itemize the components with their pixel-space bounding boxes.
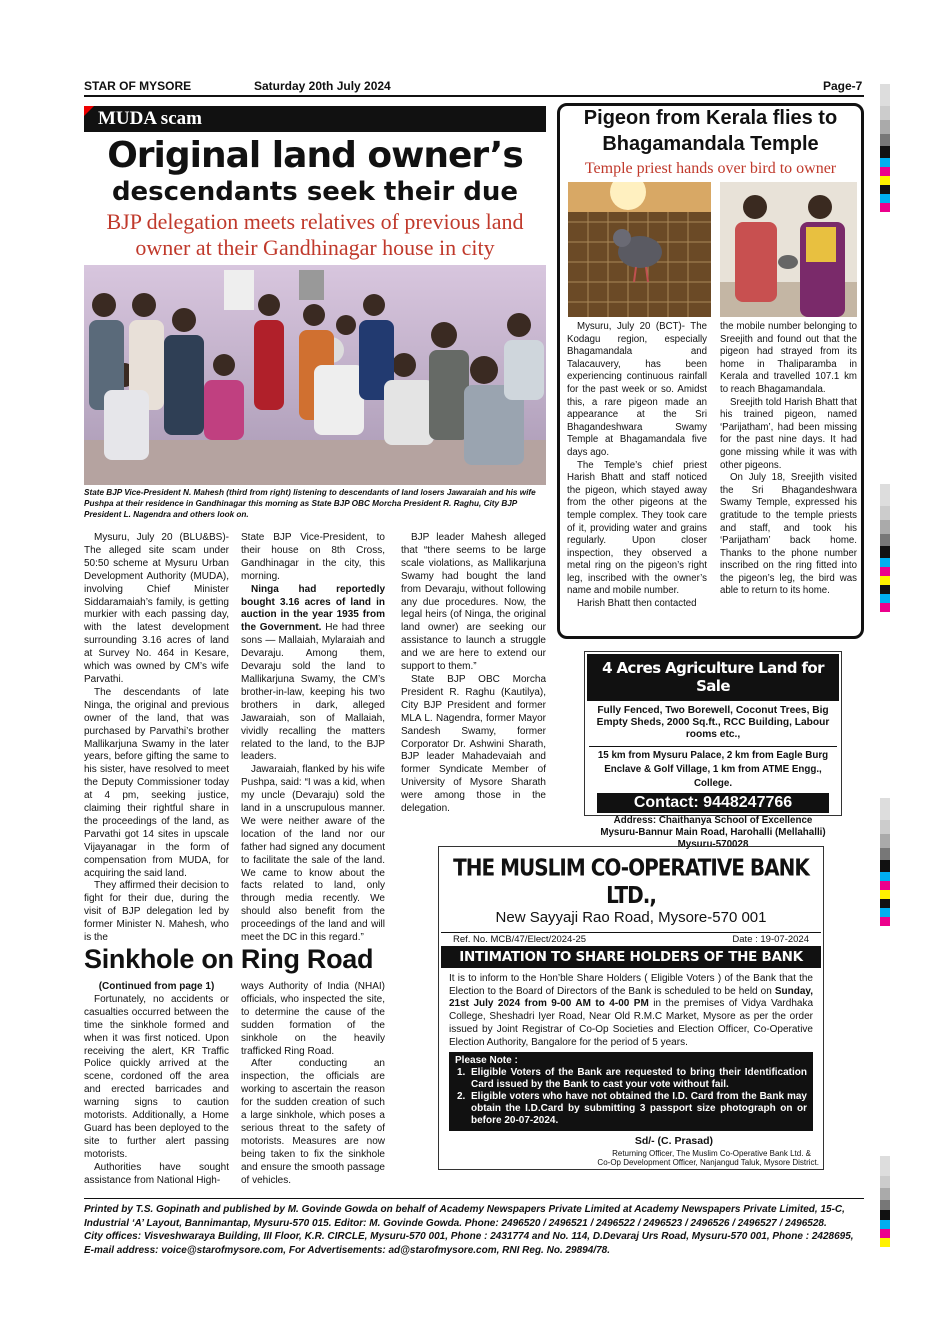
sinkhole-column-2 <box>241 981 385 1188</box>
main-headline-line2: descendants seek their due <box>111 177 519 207</box>
bank-note2-number: 2. <box>457 1091 466 1103</box>
pigeon-column-2 <box>720 321 857 598</box>
bank-sign-line2: Co-Op Development Officer, Nanjangud Taluk, Mysore District. <box>597 1158 819 1168</box>
bank-notice-body <box>439 968 823 1049</box>
pigeon-subhead: Temple priest hands over bird to owner <box>584 160 837 177</box>
land-ad-features: Fully Fenced, Two Borewell, Coconut Trees, Big Empty Sheds, 2000 Sq.ft., RCC Building, Labour rooms etc., <box>596 705 830 740</box>
bank-note-title: Please Note : <box>455 1055 518 1067</box>
main-col3-para: BJP leader Mahesh alleged that “there seems to be large scale violations, as Mallikarjuna Swamy had bought the land from Devaraju, without following any due procedures. Now, the legal heirs (of Ninga, the original land owner) are seeking our assistance to launch a struggle and we are here to extend our support to them.” <box>401 532 546 673</box>
land-ad-title: 4 Acres Agriculture Land for Sale <box>587 654 839 701</box>
main-subhead-line2: owner at their Gandhinagar house in city <box>135 235 495 260</box>
main-story-column-3 <box>401 532 546 816</box>
main-headline-line1: Original land owner’s <box>107 135 523 176</box>
bank-notice-banner: INTIMATION TO SHARE HOLDERS OF THE BANK <box>441 946 821 968</box>
pigeon-col2-para: On July 18, Sreejith visited the Sri Bhagandeshwara Swamy Temple, expressed his gratitude to the temple priests and staff, and took his ‘Parijatham’ back home. Thanks to the phone number inscribed on the ring fitted into the pigeon’s leg, the bird was able to return to its home. <box>720 472 857 597</box>
pigeon-col1-para: The Temple’s chief priest Harish Bhatt and staff noticed the pigeon, which stayed away from the other pigeons at the temple complex. They took care of it, providing water and grains regularly. Upon closer inspection, they observed a metal ring on the pigeon’s right leg, inscribed with the owner’s name and mobile number. <box>567 459 707 597</box>
paper-name: STAR OF MYSORE <box>84 79 192 93</box>
bank-note1-number: 1. <box>457 1067 466 1079</box>
bank-body-bold: Sunday, 21st July 2024 from 9-00 AM to 4-00 PM <box>449 985 813 1010</box>
sinkhole-col1-para: Fortunately, no accidents or casualties occurred between the time the sinkhole formed and when it was first noticed. Upon receiving the alert, KR Traffic Police quickly arrived at the scene, cordoned off the area and erected barricades and warning signs to caution motorists. Additionally, a Home Guard has been deployed to the site to further alert passing motorists. <box>84 993 229 1160</box>
registration-marks-bottom <box>880 1156 890 1247</box>
land-ad-address-3: Mysuru-570028 <box>677 839 749 850</box>
bank-note-1: Eligible Voters of the Bank are requested to bring their Identification Card issued by the Bank to cast your vote without fail. <box>471 1067 807 1091</box>
main-col1-para: They affirmed their decision to fight for their due, during the visit of BJP delegation led by former Minister N. Mahesh, who is the <box>84 880 229 944</box>
land-ad-location: 15 km from Mysuru Palace, 2 km from Eagle Burg Enclave & Golf Village, 1 km from ATME Engg., College. <box>597 750 829 789</box>
bank-body-a: It is to inform to the Hon’ble Share Holders ( Eligible Voters ) of the Bank that the Election to the Board of Directors of the Bank is scheduled to be held on <box>449 973 813 997</box>
sinkhole-col1-para: Authorities have sought assistance from National High- <box>84 1161 229 1186</box>
main-story-photo <box>84 265 546 485</box>
registration-marks-middle <box>880 484 890 612</box>
kicker-flag-icon <box>84 106 94 116</box>
main-story-column-1 <box>84 532 229 945</box>
pigeon-col2-para: Sreejith told Harish Bhatt that his trained pigeon, named ‘Parijatham’, had been missing for the past nine days. It had gone missing while it was with other pigeons. <box>720 396 857 471</box>
pigeon-col1-para: Mysuru, July 20 (BCT)- The Kodagu region, especially Bhagamandala and Talacauvery, has been experiencing continuous rainfall for the past week or so. Amidst this, a rare pigeon made an appearance at the Sri Bhagandeshwara Swamy Temple at Bhagamandala five days ago. <box>567 321 707 458</box>
land-ad-contact: Contact: 9448247766 <box>597 793 829 813</box>
footer-line-1: Printed by T.S. Gopinath and published by M. Govinde Gowda on behalf of Academy Newspapers Private Limited at Academy Newspapers Private Limited, 15-C, Industrial ‘A’ Layout, Bannimantap, Mysuru-570 015. Editor: M. Govinde Gowda. Phone: 2496520 / 2496521 / 2496522 / 2496523 / 2496526 / 2496527 / 2496528. <box>84 1204 845 1229</box>
bank-sign-line1: Returning Officer, The Muslim Co-Operative Bank Ltd. & <box>612 1149 811 1159</box>
main-col1-para: The descendants of late Ninga, the original and previous owner of the land, that was purchased by Parvathi’s brother Mallikarjuna Swamy in the later years, before gifting the same to his sister, have resolved to meet the Deputy Commissioner today at 4 pm, seeking justice, claiming their rightful share in the proceedings of the land, as Parvathi got 14 sites in upscale Vijayanagar in the form of compensation from MUDA, for acquiring the said land. <box>84 686 229 879</box>
bank-please-note-box <box>449 1052 813 1131</box>
main-col2-para <box>241 584 385 765</box>
header-rule <box>84 95 864 97</box>
bank-ref-number: Ref. No. MCB/47/Elect/2024-25 <box>453 934 587 945</box>
footer-line-3: E-mail address: voice@starofmysore.com, For Advertisements: ad@starofmysore.com, RNI Reg. No. 29894/78. <box>84 1244 610 1256</box>
bank-signature: Sd/- (C. Prasad) <box>634 1135 713 1148</box>
main-col1-para: Mysuru, July 20 (BLU&BS)- The alleged site scam under 50:50 scheme at Mysuru Urban Development Authority (MUDA), involving Chief Minister Siddaramaiah’s family, is getting murkier with each passing day, with the latest development surrounding 3.16 acres of land at Survey No. 464 in Kesare, which was owned by CM’s wife Parvathi. <box>84 532 229 685</box>
pigeon-headline-line1: Pigeon from Kerala flies to <box>583 107 838 129</box>
main-photo-caption: State BJP Vice-President N. Mahesh (third from right) listening to descendants of land losers Jawaraiah and his wife Pushpa at their residence in Gandhinagar this morning as State BJP OBC Morcha President R. Raghu, City BJP President L. Nagendra and others look on. <box>84 488 536 519</box>
main-col2-intro: State BJP Vice-President, to their house on 8th Cross, Gandhinagar in the city, this morning. <box>241 532 385 582</box>
issue-date: Saturday 20th July 2024 <box>254 79 391 93</box>
sinkhole-headline: Sinkhole on Ring Road <box>84 944 374 974</box>
pigeon-col2-para: the mobile number belonging to Sreejith and found out that the pigeon had strayed from its home in Thaliparamba in Kerala and travelled 107.1 km to reach Bhagamandala. <box>720 321 857 395</box>
sinkhole-column-1 <box>84 981 229 1188</box>
registration-marks-lower <box>880 798 890 926</box>
footer-line-2: City offices: Visveshwaraya Building, III Floor, K.R. CIRCLE, Mysuru-570 001, Phone : 2431774 and No. 114, D.Devaraj Urs Road, Mysuru-570 001, Phone : 2428695, <box>84 1231 854 1242</box>
page-number: Page-7 <box>823 79 863 93</box>
bank-address: New Sayyaji Rao Road, Mysore-570 001 <box>495 909 767 926</box>
land-ad-address-1: Address: Chaithanya School of Excellence <box>613 815 813 826</box>
pigeon-column-1 <box>567 321 707 611</box>
footer-rule <box>84 1198 864 1199</box>
bank-notice-ad <box>438 846 824 1170</box>
bank-note-2: Eligible voters who have not obtained the I.D. Card from the Bank may obtain the I.D.Card by submitting 3 passport size photograph on or before 20-07-2024. <box>471 1091 807 1127</box>
pigeon-headline-line2: Bhagamandala Temple <box>602 133 819 155</box>
pigeon-col1-para: Harish Bhatt then contacted <box>577 598 697 610</box>
land-ad-address-2: Mysuru-Bannur Main Road, Harohalli (Mellahalli) <box>600 827 826 838</box>
registration-marks-top <box>880 84 890 212</box>
bank-body-b: in the premises of Vidya Vardhaka College, Sheshadri Iyer Road, Near Old R.M.C Market, Mysore as per the order issued by Joint Registrar of Co-Op Societies and Election Officer, Co-Operative Election Authority, Bangalore for the period of 5 years. <box>449 998 814 1048</box>
pigeon-cage-photo <box>568 182 711 317</box>
main-story-column-2 <box>241 532 385 945</box>
land-sale-ad <box>584 651 842 850</box>
story-kicker: MUDA scam <box>84 106 546 132</box>
bank-title: THE MUSLIM CO-OPERATIVE BANK LTD., <box>453 853 809 909</box>
handover-photo <box>720 182 857 317</box>
sinkhole-col2-para: After conducting an inspection, the officials are working to ascertain the reason for the sudden creation of such a large sinkhole, which poses a serious threat to the safety of motorists. Measures are now being taken to fix the sinkhole and ensure the smooth passage of vehicles. <box>241 1058 385 1186</box>
bank-notice-date: Date : 19-07-2024 <box>732 934 809 945</box>
main-subhead-line1: BJP delegation meets relatives of previous land <box>106 209 524 234</box>
main-col2-para: Jawaraiah, flanked by his wife Pushpa, said: “I was a kid, when my uncle (Devaraju) sold the land in a unscrupulous manner. We were neither aware of the location of the land nor our father had signed any document to facilitate the sale of the land. We came to know about the facts related to land, only through media recently. We should also benefit from the proceedings of the land and will meet the DC in this regard.” <box>241 764 385 944</box>
main-col2-rest: He had three sons — Mallaiah, Mylaraiah and Devaraju. Among them, Devaraju sold the land to Mallikarjuna Swamy, the CM’s brother-in-law, keeping his two brothers in dark, alleged Jawaraiah, son of Mallaiah, vividly recalling the matters related to the land, to the BJP leaders. <box>241 622 385 763</box>
imprint-footer <box>84 1203 864 1257</box>
sinkhole-continued: (Continued from page 1) <box>98 981 215 992</box>
main-col3-para: State BJP OBC Morcha President R. Raghu (Kautilya), City BJP President and former MLA L. Nagendra, former Mayor Sandesh Swamy, former Corporator Dr. Ashwini Sharath, BJP leader Mahadevaiah and former Syndicate Member of University of Mysore Sharath were among those in the delegation. <box>401 673 546 815</box>
sinkhole-col2-para: ways Authority of India (NHAI) officials, who inspected the site, to determine the cause of the sudden formation of the sinkhole on the heavily trafficked Ring Road. <box>241 981 385 1057</box>
main-col2-bold: Ninga had reportedly bought 3.16 acres of land in auction in the year 1935 from the Government. <box>241 583 385 634</box>
